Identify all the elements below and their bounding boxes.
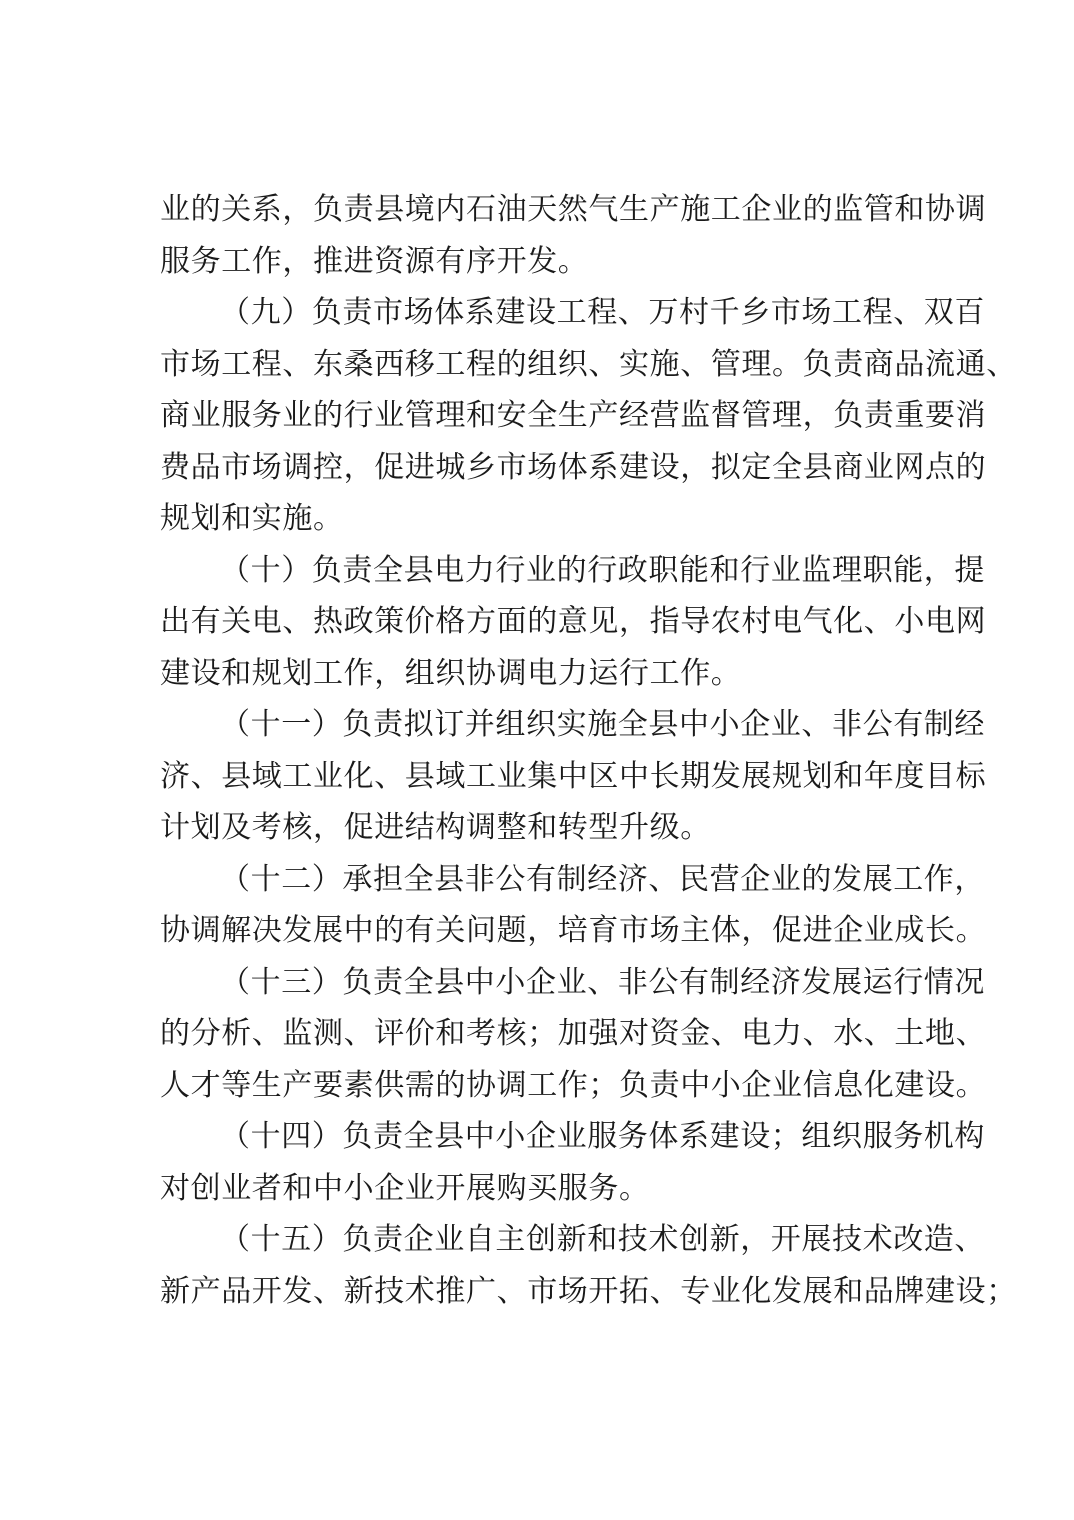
text-line: 市场工程、东桑西移工程的组织、实施、管理。负责商品流通、: [160, 346, 1017, 382]
text-line: （十五）负责企业自主创新和技术创新，开展技术改造、: [220, 1222, 985, 1257]
text-line: 出有关电、热政策价格方面的意见，指导农村电气化、小电网: [160, 604, 987, 639]
document-body: [160, 184, 1017, 1317]
text-line: 计划及考核，促进结构调整和转型升级。: [160, 810, 711, 845]
text-line: （十二）承担全县非公有制经济、民营企业的发展工作，: [220, 861, 985, 897]
text-line: 费品市场调控，促进城乡市场体系建设，拟定全县商业网点的: [160, 449, 987, 485]
text-line: 的分析、监测、评价和考核；加强对资金、电力、水、土地、: [160, 1016, 987, 1051]
text-line: 新产品开发、新技术推广、市场开拓、专业化发展和品牌建设；: [160, 1273, 1017, 1309]
text-line: （十）负责全县电力行业的行政职能和行业监理职能，提: [220, 552, 985, 588]
text-line: 协调解决发展中的有关问题，培育市场主体，促进企业成长。: [160, 913, 987, 948]
text-line: 业的关系，负责县境内石油天然气生产施工企业的监管和协调: [160, 192, 987, 227]
text-line: 服务工作，推进资源有序开发。: [160, 243, 589, 279]
text-line: 济、县域工业化、县域工业集中区中长期发展规划和年度目标: [160, 758, 987, 794]
text-line: 人才等生产要素供需的协调工作；负责中小企业信息化建设。: [160, 1067, 987, 1103]
text-line: （九）负责市场体系建设工程、万村千乡市场工程、双百: [220, 295, 985, 330]
text-line: 对创业者和中小企业开展购买服务。: [160, 1170, 650, 1206]
text-line: 规划和实施。: [160, 501, 344, 536]
text-line: 建设和规划工作，组织协调电力运行工作。: [160, 655, 742, 691]
text-line: 商业服务业的行业管理和安全生产经营监督管理，负责重要消: [160, 398, 987, 433]
text-line: （十三）负责全县中小企业、非公有制经济发展运行情况: [220, 964, 985, 1000]
text-line: （十一）负责拟订并组织实施全县中小企业、非公有制经: [220, 707, 985, 742]
text-line: （十四）负责全县中小企业服务体系建设；组织服务机构: [220, 1119, 985, 1154]
